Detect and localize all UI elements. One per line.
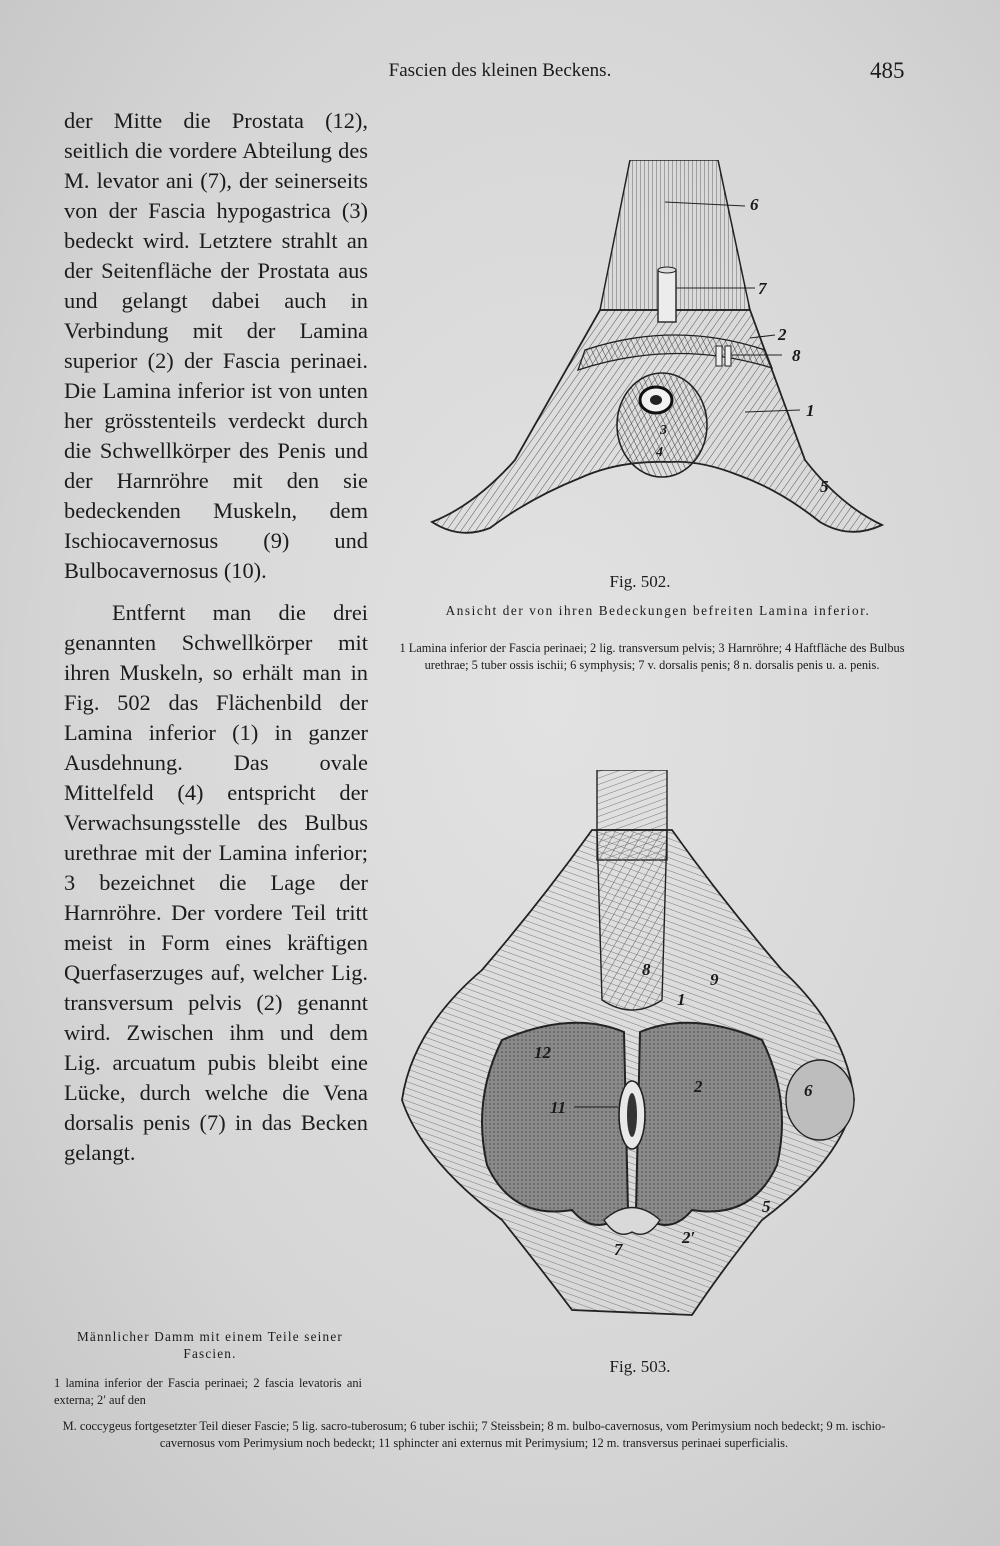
fig-502-description: Ansicht der von ihren Bedeckungen befreiten Lamina inferior. xyxy=(445,603,871,618)
fig502-label-5: 5 xyxy=(820,477,829,496)
fig-503-description: Männlicher Damm mit einem Teile seiner Fascien. xyxy=(77,1329,343,1361)
fig503-label-9: 9 xyxy=(710,970,719,989)
fig-503-legend-part-1: 1 lamina inferior der Fascia perinaei; 2 fascia levatoris ani externa; 2′ auf den xyxy=(54,1376,362,1407)
fig503-label-11: 11 xyxy=(550,1098,567,1117)
figure-502-illustration xyxy=(420,160,900,555)
fig-503-legend-part-2: M. coccygeus fortgesetzter Teil dieser Fascie; 5 lig. sacro-tuberosum; 6 tuber ischii; 7 Steissbein; 8 m. bulbo-cavernosus, vom Perimysium noch bedeckt; 9 m. ischio-cavernosus vom Perimysium noch bedeckt; 11 sphincter ani externus mit Perimysium; 12 m. transversus perinaei superficialis. xyxy=(62,1419,886,1450)
fig502-label-7: 7 xyxy=(758,279,767,298)
body-paragraph-1: der Mitte die Prostata (12), seitlich die vordere Abteilung des M. levator ani (7), der seinerseits von der Fascia hypogastrica (3) bedeckt wird. Letztere strahlt an der Seitenfläche der Prostata aus und gelangt dabei auch in Verbindung mit der Lamina superior (2) der Fascia perinaei. Die Lamina inferior ist von unten her grösstenteils verdeckt durch die Schwellkörper des Penis und der Harnröhre mit den sie bedeckenden Muskeln, dem Ischiocavernosus (9) und Bulbocavernosus (10). xyxy=(64,108,368,583)
fig503-label-8: 8 xyxy=(642,960,651,979)
figure-503-illustration xyxy=(392,770,872,1330)
fig502-label-6: 6 xyxy=(750,195,759,214)
fig502-label-8: 8 xyxy=(792,346,801,365)
fig502-label-3: 3 xyxy=(660,423,667,438)
fig503-label-2: 2 xyxy=(694,1077,703,1096)
page-number: 485 xyxy=(870,58,905,83)
fig502-label-4: 4 xyxy=(656,445,663,460)
fig-502-legend: 1 Lamina inferior der Fascia perinaei; 2 lig. transversum pelvis; 3 Harnröhre; 4 Haftfläche des Bulbus urethrae; 5 tuber ossis ischii; 6 symphysis; 7 v. dorsalis penis; 8 n. dorsalis penis u. a. penis. xyxy=(399,641,905,672)
body-text-column xyxy=(64,106,368,1168)
fig502-label-2: 2 xyxy=(778,325,787,344)
fig503-label-2-prime: 2′ xyxy=(682,1228,696,1247)
fig503-label-1: 1 xyxy=(677,990,686,1009)
fig503-label-6: 6 xyxy=(804,1081,813,1100)
fig503-label-7: 7 xyxy=(614,1240,623,1259)
fig503-label-12: 12 xyxy=(534,1043,551,1062)
fig-503-title: Fig. 503. xyxy=(609,1357,671,1376)
running-head: Fascien des kleinen Beckens. xyxy=(388,60,612,81)
fig502-label-1: 1 xyxy=(806,401,815,420)
body-paragraph-2: Entfernt man die drei genannten Schwellkörper mit ihren Muskeln, so erhält man in Fig. 502 das Flächenbild der Lamina inferior (1) in ganzer Ausdehnung. Das ovale Mittelfeld (4) entspricht der Verwachsungsstelle des Bulbus urethrae mit der Lamina inferior; 3 bezeichnet die Lage der Harnröhre. Der vordere Teil tritt meist in Form eines kräftigen Querfaserzuges auf, welcher Lig. transversum pelvis (2) genannt wird. Zwischen ihm und dem Lig. arcuatum pubis bleibt eine Lücke, durch welche die Vena dorsalis penis (7) in das Becken gelangt. xyxy=(64,600,368,1165)
fig-502-title: Fig. 502. xyxy=(609,572,671,591)
fig503-label-5: 5 xyxy=(762,1197,771,1216)
